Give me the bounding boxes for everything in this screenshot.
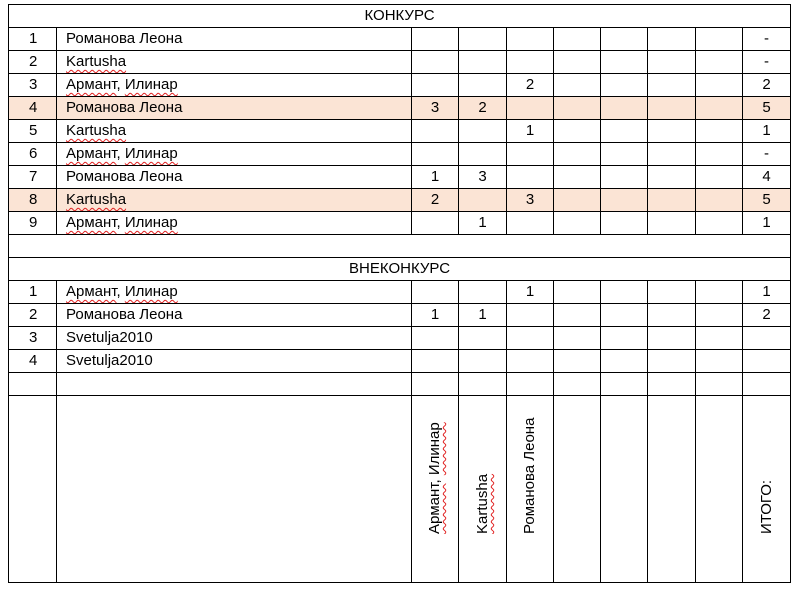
total-score: 1 xyxy=(743,212,791,235)
footer-empty-cell xyxy=(9,396,57,583)
score-judge-1 xyxy=(412,327,459,350)
score-judge-2 xyxy=(459,51,507,74)
score-judge-3: 1 xyxy=(507,120,554,143)
total-header: ИТОГО: xyxy=(757,479,775,534)
score-empty xyxy=(601,28,648,51)
judges-footer-row xyxy=(9,396,791,583)
blank-cell xyxy=(648,373,696,396)
row-number: 2 xyxy=(9,304,57,327)
score-empty xyxy=(696,166,743,189)
score-empty xyxy=(648,189,696,212)
score-judge-3 xyxy=(507,28,554,51)
blank-row xyxy=(9,235,791,258)
score-empty xyxy=(696,28,743,51)
contestant-name: Kartusha xyxy=(57,120,412,143)
score-empty xyxy=(648,212,696,235)
score-empty xyxy=(648,97,696,120)
contestant-name: Романова Леона xyxy=(57,166,412,189)
score-empty xyxy=(648,327,696,350)
contest_rows-row xyxy=(9,120,791,143)
score-empty xyxy=(696,327,743,350)
score-empty xyxy=(696,281,743,304)
contest_rows-row xyxy=(9,97,791,120)
footer-empty-cell xyxy=(648,396,696,583)
footer-empty-cell xyxy=(554,396,601,583)
results-table xyxy=(8,4,791,583)
score-judge-3 xyxy=(507,51,554,74)
score-judge-2: 3 xyxy=(459,166,507,189)
contest_rows-row xyxy=(9,189,791,212)
blank-cell xyxy=(459,373,507,396)
score-judge-1: 1 xyxy=(412,304,459,327)
score-empty xyxy=(648,51,696,74)
total-score xyxy=(743,350,791,373)
blank-cell xyxy=(696,373,743,396)
score-empty xyxy=(554,120,601,143)
judge-header-2: Kartusha xyxy=(473,473,491,534)
section-header-noncontest: ВНЕКОНКУРС xyxy=(9,258,791,281)
contestant-name: Романова Леона xyxy=(57,97,412,120)
contest_rows-row xyxy=(9,166,791,189)
total-score: - xyxy=(743,143,791,166)
score-empty xyxy=(554,281,601,304)
score-empty xyxy=(601,304,648,327)
judge-header-3-cell xyxy=(507,396,554,583)
row-number: 3 xyxy=(9,74,57,97)
row-number: 8 xyxy=(9,189,57,212)
noncontest_rows-row xyxy=(9,281,791,304)
row-number: 1 xyxy=(9,28,57,51)
score-judge-3: 2 xyxy=(507,74,554,97)
row-number: 4 xyxy=(9,97,57,120)
score-judge-2: 1 xyxy=(459,304,507,327)
total-score xyxy=(743,327,791,350)
score-judge-1 xyxy=(412,74,459,97)
contest_rows-row xyxy=(9,143,791,166)
score-judge-2 xyxy=(459,281,507,304)
score-judge-1 xyxy=(412,120,459,143)
score-empty xyxy=(554,97,601,120)
score-empty xyxy=(554,189,601,212)
blank-cell xyxy=(554,373,601,396)
total-score: 2 xyxy=(743,304,791,327)
footer-empty-cell xyxy=(57,396,412,583)
score-judge-3 xyxy=(507,97,554,120)
blank-row xyxy=(9,373,791,396)
blank-cell xyxy=(507,373,554,396)
score-judge-3 xyxy=(507,143,554,166)
score-judge-3: 3 xyxy=(507,189,554,212)
judge-header-1: Армант, Илинар xyxy=(426,422,443,534)
row-number: 4 xyxy=(9,350,57,373)
blank-cell xyxy=(743,373,791,396)
score-empty xyxy=(601,143,648,166)
score-empty xyxy=(696,350,743,373)
score-judge-3: 1 xyxy=(507,281,554,304)
score-judge-2 xyxy=(459,189,507,212)
contestant-name: Армант, Илинар xyxy=(57,212,412,235)
total-score: - xyxy=(743,51,791,74)
score-empty xyxy=(648,281,696,304)
score-empty xyxy=(696,120,743,143)
total-score: 1 xyxy=(743,120,791,143)
row-number: 7 xyxy=(9,166,57,189)
score-judge-3 xyxy=(507,304,554,327)
score-empty xyxy=(554,74,601,97)
score-judge-2 xyxy=(459,28,507,51)
score-empty xyxy=(696,74,743,97)
blank-cell xyxy=(412,373,459,396)
noncontest_rows-row xyxy=(9,327,791,350)
score-judge-2 xyxy=(459,74,507,97)
total-score: 5 xyxy=(743,189,791,212)
score-judge-1: 1 xyxy=(412,166,459,189)
judge-header-1-cell xyxy=(412,396,459,583)
score-empty xyxy=(696,212,743,235)
score-empty xyxy=(601,327,648,350)
score-empty xyxy=(696,97,743,120)
row-number: 1 xyxy=(9,281,57,304)
noncontest_rows-row xyxy=(9,304,791,327)
score-judge-1 xyxy=(412,350,459,373)
score-empty xyxy=(648,74,696,97)
score-empty xyxy=(601,189,648,212)
score-judge-2 xyxy=(459,143,507,166)
contest_rows-row xyxy=(9,212,791,235)
blank-cell xyxy=(57,373,412,396)
score-judge-1 xyxy=(412,143,459,166)
score-empty xyxy=(696,304,743,327)
score-empty xyxy=(554,143,601,166)
score-empty xyxy=(601,166,648,189)
score-judge-3 xyxy=(507,166,554,189)
score-empty xyxy=(601,97,648,120)
contest_rows-row xyxy=(9,51,791,74)
score-judge-1 xyxy=(412,212,459,235)
score-empty xyxy=(648,28,696,51)
score-empty xyxy=(601,281,648,304)
score-empty xyxy=(601,212,648,235)
score-judge-2 xyxy=(459,350,507,373)
score-empty xyxy=(554,166,601,189)
score-empty xyxy=(554,28,601,51)
score-empty xyxy=(601,120,648,143)
total-score: 2 xyxy=(743,74,791,97)
score-empty xyxy=(601,74,648,97)
contestant-name: Романова Леона xyxy=(57,304,412,327)
score-empty xyxy=(554,212,601,235)
judge-header-3: Романова Леона xyxy=(521,417,538,534)
score-judge-1: 3 xyxy=(412,97,459,120)
score-empty xyxy=(648,350,696,373)
total-header-cell xyxy=(743,396,791,583)
score-empty xyxy=(554,327,601,350)
blank-cell xyxy=(9,235,791,258)
score-judge-1 xyxy=(412,51,459,74)
contestant-name: Армант, Илинар xyxy=(57,143,412,166)
score-empty xyxy=(648,120,696,143)
total-score: 5 xyxy=(743,97,791,120)
contestant-name: Армант, Илинар xyxy=(57,74,412,97)
contest_rows-row xyxy=(9,28,791,51)
score-empty xyxy=(554,350,601,373)
contest_rows-row xyxy=(9,74,791,97)
score-empty xyxy=(696,189,743,212)
score-empty xyxy=(554,51,601,74)
section-header-contest: КОНКУРС xyxy=(9,5,791,28)
footer-empty-cell xyxy=(696,396,743,583)
total-score: 4 xyxy=(743,166,791,189)
score-empty xyxy=(601,350,648,373)
contestant-name: Kartusha xyxy=(57,51,412,74)
score-empty xyxy=(648,304,696,327)
score-empty xyxy=(554,304,601,327)
score-empty xyxy=(648,143,696,166)
row-number: 2 xyxy=(9,51,57,74)
total-score: - xyxy=(743,28,791,51)
score-judge-2 xyxy=(459,327,507,350)
contestant-name: Kartusha xyxy=(57,189,412,212)
score-judge-3 xyxy=(507,350,554,373)
score-judge-2 xyxy=(459,120,507,143)
score-judge-3 xyxy=(507,327,554,350)
row-number: 3 xyxy=(9,327,57,350)
score-judge-1 xyxy=(412,281,459,304)
score-empty xyxy=(601,51,648,74)
results-sheet xyxy=(8,4,791,583)
row-number: 5 xyxy=(9,120,57,143)
score-judge-2: 2 xyxy=(459,97,507,120)
score-judge-2: 1 xyxy=(459,212,507,235)
blank-cell xyxy=(601,373,648,396)
score-empty xyxy=(648,166,696,189)
contestant-name: Армант, Илинар xyxy=(57,281,412,304)
row-number: 9 xyxy=(9,212,57,235)
contestant-name: Романова Леона xyxy=(57,28,412,51)
score-empty xyxy=(696,143,743,166)
score-judge-1: 2 xyxy=(412,189,459,212)
noncontest_rows-row xyxy=(9,350,791,373)
judge-header-2-cell xyxy=(459,396,507,583)
score-judge-3 xyxy=(507,212,554,235)
contestant-name: Svetulja2010 xyxy=(57,327,412,350)
score-judge-1 xyxy=(412,28,459,51)
row-number: 6 xyxy=(9,143,57,166)
footer-empty-cell xyxy=(601,396,648,583)
blank-cell xyxy=(9,373,57,396)
score-empty xyxy=(696,51,743,74)
total-score: 1 xyxy=(743,281,791,304)
contestant-name: Svetulja2010 xyxy=(57,350,412,373)
